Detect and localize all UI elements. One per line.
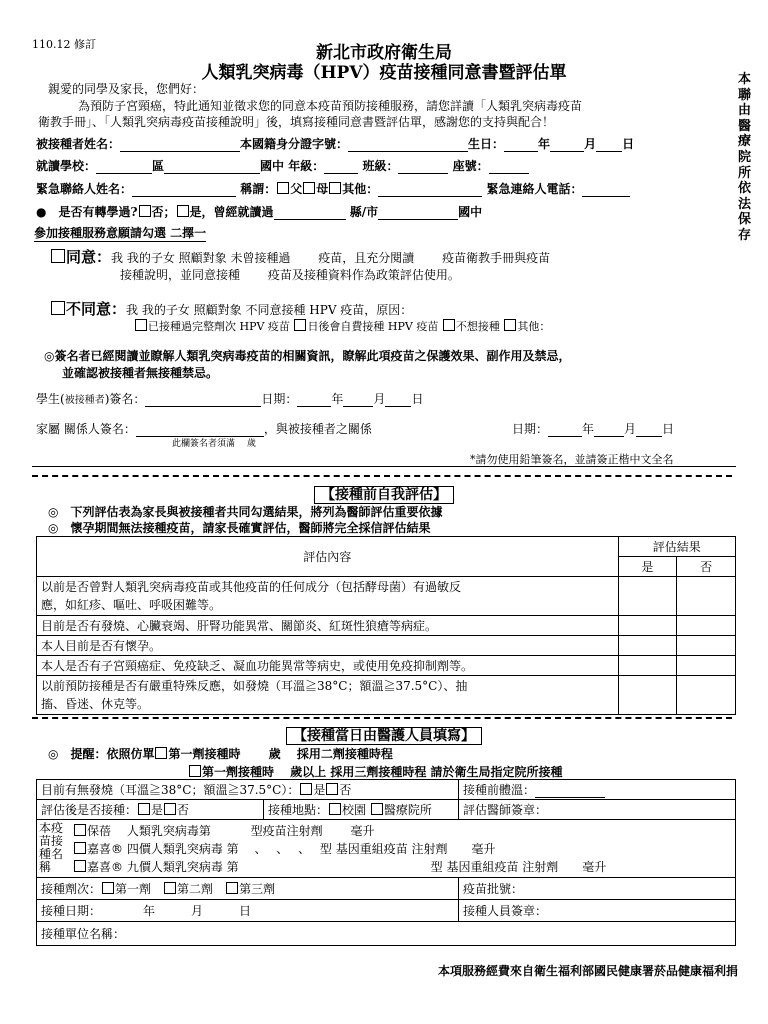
- three-dose-checkbox[interactable]: [189, 765, 201, 777]
- eval-5-yes-cell[interactable]: [618, 676, 677, 715]
- transfer-school-field[interactable]: [378, 207, 458, 220]
- student-sign-label: )簽名：: [104, 392, 146, 406]
- transfer-yes-label: 是，曾經就讀過: [189, 205, 274, 219]
- unit-cell[interactable]: 接種單位名稱：: [37, 922, 736, 946]
- county-label: 縣/市: [349, 205, 379, 219]
- vaccine-gardasil9-checkbox[interactable]: [74, 860, 86, 872]
- student-label: 學生: [36, 392, 61, 406]
- grade-field[interactable]: [324, 161, 358, 174]
- vaccine-gardasil4-label: 嘉喜® 四價人類乳突病毒 第 、 、 、 型 基因重組疫苗 注射劑 毫升: [87, 841, 496, 856]
- reminder-row-1: [48, 745, 393, 762]
- inject-yes-label: 是: [151, 803, 164, 817]
- eval-4-no-cell[interactable]: [677, 656, 736, 676]
- sign-note: *請勿使用鉛筆簽名，並請簽正楷中文全名: [470, 453, 674, 466]
- emergency-label: 緊急聯絡人姓名：: [36, 182, 133, 196]
- district-field[interactable]: [96, 161, 152, 174]
- intro-greeting: 親愛的同學及家長，您們好：: [48, 82, 205, 96]
- school-row: [36, 157, 529, 174]
- seat-label: 座號：: [452, 159, 489, 173]
- family-date: [512, 420, 674, 437]
- statement-line-1: ◎簽名者已經閱讀並瞭解人類乳突病毒疫苗的相關資訊，瞭解此項疫苗之保護效果、副作用及禁忌，: [44, 349, 571, 363]
- agree-checkbox[interactable]: [51, 249, 65, 263]
- eval-1-no-cell[interactable]: [677, 577, 736, 616]
- eval-3-yes-cell[interactable]: [618, 636, 677, 656]
- dashed-divider-1: [32, 475, 732, 477]
- family-label: 家屬 關係人簽名：: [36, 422, 136, 436]
- eval-item-3: 本人目前是否有懷孕。: [37, 636, 619, 656]
- day-label: 日: [662, 422, 675, 436]
- eval-question: 評估後是否接種：: [41, 803, 138, 817]
- name-row: [36, 135, 634, 152]
- reason-self-pay-label: 日後會自費接種 HPV 疫苗: [307, 320, 439, 333]
- transfer-no-label: 否；: [151, 205, 176, 219]
- birth-label: 生日：: [468, 137, 505, 151]
- eval-3-no-cell[interactable]: [677, 636, 736, 656]
- self-eval-note-2: ◎ 懷孕期間無法接種疫苗，請家長確實評估，醫師將完全採信評估結果: [48, 521, 431, 535]
- month-label: 月: [373, 392, 386, 406]
- agency-title: 新北市政府衛生局: [316, 43, 452, 63]
- table-row: [37, 577, 736, 616]
- family-date-label: 日期：: [512, 422, 549, 436]
- mother-checkbox[interactable]: [303, 182, 315, 194]
- dose2-label: 第二劑: [177, 882, 214, 896]
- dose3-checkbox[interactable]: [226, 882, 238, 894]
- table-row: [37, 676, 736, 715]
- eval-item-5-line2: 搐、昏迷、休克等。: [41, 697, 150, 711]
- agree-text-1: 我 我的子女 照顧對象 未曾接種過 疫苗，且充分閱讀 疫苗衛教手冊與疫苗: [111, 251, 551, 265]
- bullet: ●: [36, 205, 59, 219]
- vaccine-gardasil4-checkbox[interactable]: [74, 842, 86, 854]
- reason-self-pay-checkbox[interactable]: [294, 319, 306, 331]
- year-label: 年: [538, 137, 551, 151]
- fever-yes-label: 是: [313, 783, 326, 797]
- birth-month-field[interactable]: [550, 139, 584, 152]
- id-label: 本國籍身分證字號：: [240, 137, 349, 151]
- staff-sign-cell[interactable]: 接種人員簽章：: [459, 900, 736, 922]
- table-row: [37, 656, 736, 676]
- student-small-label: 被接種者: [64, 395, 105, 406]
- dashed-divider-2: [32, 717, 732, 719]
- junior-high-label-2: 國中: [458, 205, 483, 219]
- eval-5-no-cell[interactable]: [677, 676, 736, 715]
- birth-day-field[interactable]: [596, 139, 622, 152]
- student-year-field[interactable]: [297, 394, 331, 407]
- name-label: 被接種者姓名：: [36, 137, 121, 151]
- vaccine-cervarix-checkbox[interactable]: [74, 824, 86, 836]
- student-day-field[interactable]: [385, 394, 411, 407]
- family-year-field[interactable]: [548, 424, 582, 437]
- district-label: 區: [152, 159, 165, 173]
- inject-date-cell[interactable]: 接種日期： 年 月 日: [37, 900, 459, 922]
- eval-2-no-cell[interactable]: [677, 616, 736, 636]
- disagree-row: [50, 298, 412, 319]
- dose3-label: 第三劑: [239, 882, 276, 896]
- vaccine-cervarix-label: 保蓓 人類乳突病毒第 型疫苗注射劑 毫升: [87, 823, 375, 838]
- inject-no-label: 否: [177, 803, 190, 817]
- student-date-label: 日期：: [261, 392, 298, 406]
- family-sign-row: [36, 420, 372, 437]
- two-dose-checkbox[interactable]: [155, 747, 167, 759]
- eval-item-1: [37, 577, 619, 616]
- phone-label: 緊急連絡人電話：: [486, 182, 583, 196]
- family-age-note: 此欄簽名者須滿 歲: [172, 439, 256, 449]
- emergency-row: [36, 180, 630, 197]
- year-label: 年: [582, 422, 595, 436]
- birth-year-field[interactable]: [504, 139, 538, 152]
- class-field[interactable]: [398, 161, 448, 174]
- transfer-row: [36, 203, 482, 220]
- day-of-table: [36, 779, 736, 946]
- vaccine-options: [73, 822, 731, 876]
- class-label: 班級：: [362, 159, 399, 173]
- table-row: [37, 616, 736, 636]
- eval-item-5-line1: 以前預防接種是否有嚴重特殊反應，如發燒（耳溫≧38°C；額溫≧37.5°C）、抽: [41, 679, 468, 693]
- id-field[interactable]: [348, 139, 468, 152]
- fever-no-checkbox[interactable]: [326, 783, 338, 795]
- agree-text-2: 接種說明，並同意接種 疫苗及接種資料作為政策評估使用。: [120, 268, 460, 282]
- school-label: 就讀學校：: [36, 159, 97, 173]
- footer-note: 本項服務經費來自衛生福利部國民健康署菸品健康福利捐: [437, 964, 738, 978]
- junior-high-label: 國中: [260, 159, 285, 173]
- dose1-checkbox[interactable]: [102, 882, 114, 894]
- two-dose-label: 第一劑接種時 歲 採用二劑接種時程: [168, 747, 393, 761]
- month-label: 月: [584, 137, 597, 151]
- eval-1-yes-cell[interactable]: [618, 577, 677, 616]
- reason-other-checkbox[interactable]: [504, 319, 516, 331]
- month-label: 月: [624, 422, 637, 436]
- side-note: 本聯由醫療院所依法保存: [738, 72, 752, 243]
- fever-no-label: 否: [339, 783, 352, 797]
- fever-question: 目前有無發燒（耳溫≧38°C；額溫≧37.5°C）：: [41, 783, 300, 797]
- vaccine-cell: [37, 820, 736, 878]
- eval-result-cell: [37, 800, 264, 820]
- eval-4-yes-cell[interactable]: [618, 656, 677, 676]
- site-cell: [264, 800, 459, 820]
- divider: [32, 466, 736, 467]
- temp-field[interactable]: [535, 785, 605, 798]
- vaccine-type-label: 本疫苗接種名稱: [39, 821, 64, 874]
- self-eval-note-1: ◎ 下列評估表為家長與被接種者共同勾選結果，將列為醫師評估重要依據: [48, 505, 443, 519]
- reason-unwilling-label: 不想接種: [455, 320, 500, 333]
- agree-row: [50, 246, 550, 267]
- self-eval-table: [36, 536, 736, 715]
- doctor-sign-cell[interactable]: 評估醫師簽章：: [459, 800, 736, 820]
- seat-field[interactable]: [489, 161, 529, 174]
- title-label: 稱謂：: [240, 182, 277, 196]
- reason-complete-label: 已接種過完整劑次 HPV 疫苗: [148, 320, 290, 333]
- transfer-county-field[interactable]: [274, 207, 346, 220]
- disagree-checkbox[interactable]: [51, 301, 65, 315]
- school-field[interactable]: [164, 161, 260, 174]
- version-label: 110.12 修訂: [32, 38, 96, 51]
- student-sign-row: 學生(被接種者)簽名： 日期： 年 月 日: [36, 392, 424, 406]
- student-month-field[interactable]: [343, 394, 373, 407]
- inject-yes-checkbox[interactable]: [138, 803, 150, 815]
- fever-cell: [37, 780, 459, 800]
- col-result-header: 評估結果: [618, 537, 735, 557]
- fever-yes-checkbox[interactable]: [300, 783, 312, 795]
- site-clinic-checkbox[interactable]: [371, 803, 383, 815]
- site-clinic-label: 醫療院所: [383, 803, 432, 817]
- student-signature-field[interactable]: [145, 394, 261, 407]
- mother-label: 母: [316, 182, 329, 196]
- dose-label: 接種劑次：: [41, 882, 102, 896]
- eval-item-4: 本人是否有子宮頸癌症、免疫缺乏、凝血功能異常等病史，或使用免疫抑制劑等。: [37, 656, 619, 676]
- inject-no-checkbox[interactable]: [164, 803, 176, 815]
- reason-other-label: 其他：: [517, 320, 551, 333]
- intro-line1: 為預防子宮頸癌，特此通知並徵求您的同意本疫苗預防接種服務，請您詳讀「人類乳突病毒疫苗: [78, 99, 583, 113]
- col-yes-header: 是: [618, 557, 677, 577]
- eval-item-2: 目前是否有發燒、心臟衰竭、肝腎功能異常、關節炎、紅斑性狼瘡等病症。: [37, 616, 619, 636]
- relation-label: ，與被接種者之關係: [263, 422, 372, 436]
- transfer-yes-checkbox[interactable]: [177, 205, 189, 217]
- other-label: 其他：: [342, 182, 379, 196]
- name-field[interactable]: [120, 139, 240, 152]
- dose1-label: 第一劑: [115, 882, 152, 896]
- consent-heading: 參加接種服務意願請勾選 二擇一: [34, 226, 207, 240]
- self-eval-heading: 【接種前自我評估】: [314, 486, 454, 504]
- family-day-field[interactable]: [636, 424, 662, 437]
- self-eval-heading-wrap: [0, 484, 768, 504]
- disagree-label: 不同意：: [66, 300, 127, 318]
- page-title: 人類乳突病毒（HPV）疫苗接種同意書暨評估單: [201, 63, 567, 83]
- vaccine-gardasil9-label: 嘉喜® 九價人類乳突病毒 第 型 基因重組疫苗 注射劑 毫升: [87, 859, 607, 874]
- reminder-row-2: [188, 763, 563, 780]
- day-of-heading: 【接種當日由醫護人員填寫】: [286, 727, 482, 745]
- eval-item-1-line2: 應，如紅疹、嘔吐、呼吸困難等。: [41, 598, 222, 612]
- family-month-field[interactable]: [594, 424, 624, 437]
- other-checkbox[interactable]: [329, 182, 341, 194]
- reminder-label: ◎ 提醒：依照仿單: [48, 747, 155, 761]
- three-dose-label: 第一劑接種時 歲以上 採用三劑接種時程 請於衛生局指定院所接種: [202, 765, 563, 779]
- temp-label: 接種前體溫：: [463, 783, 536, 797]
- temp-cell: [459, 780, 736, 800]
- phone-field[interactable]: [582, 184, 630, 197]
- grade-label: 年級：: [288, 159, 325, 173]
- disagree-text: 我 我的子女 照顧對象 不同意接種 HPV 疫苗，原因：: [126, 303, 413, 317]
- intro-line2: 衛教手冊」、「人類乳突病毒疫苗接種說明」後，填寫接種同意書暨評估單，感謝您的支持與配合！: [38, 115, 555, 129]
- eval-2-yes-cell[interactable]: [618, 616, 677, 636]
- day-of-heading-wrap: [0, 725, 768, 745]
- site-school-label: 校園: [342, 803, 367, 817]
- father-label: 父: [290, 182, 303, 196]
- site-school-checkbox[interactable]: [329, 803, 341, 815]
- eval-item-5: [37, 676, 619, 715]
- batch-cell[interactable]: 疫苗批號：: [459, 878, 736, 900]
- day-label: 日: [411, 392, 424, 406]
- col-content-header: 評估內容: [37, 537, 619, 577]
- father-checkbox[interactable]: [277, 182, 289, 194]
- reason-complete-checkbox[interactable]: [135, 319, 147, 331]
- col-no-header: 否: [677, 557, 736, 577]
- dose-cell: [37, 878, 459, 900]
- agree-label: 同意：: [66, 248, 112, 266]
- emergency-name-field[interactable]: [132, 184, 236, 197]
- other-relation-field[interactable]: [378, 184, 482, 197]
- transfer-no-checkbox[interactable]: [139, 205, 151, 217]
- statement-line-2: 並確認被接種者無接種禁忌。: [62, 366, 219, 380]
- day-label: 日: [622, 137, 635, 151]
- table-row: [37, 636, 736, 656]
- transfer-question: 是否有轉學過?: [58, 205, 138, 219]
- eval-item-1-line1: 以前是否曾對人類乳突病毒疫苗或其他疫苗的任何成分（包括酵母菌）有過敏反: [41, 580, 462, 594]
- site-label: 接種地點：: [268, 803, 329, 817]
- disagree-reasons: [134, 318, 550, 334]
- dose2-checkbox[interactable]: [164, 882, 176, 894]
- reason-unwilling-checkbox[interactable]: [443, 319, 455, 331]
- year-label: 年: [331, 392, 344, 406]
